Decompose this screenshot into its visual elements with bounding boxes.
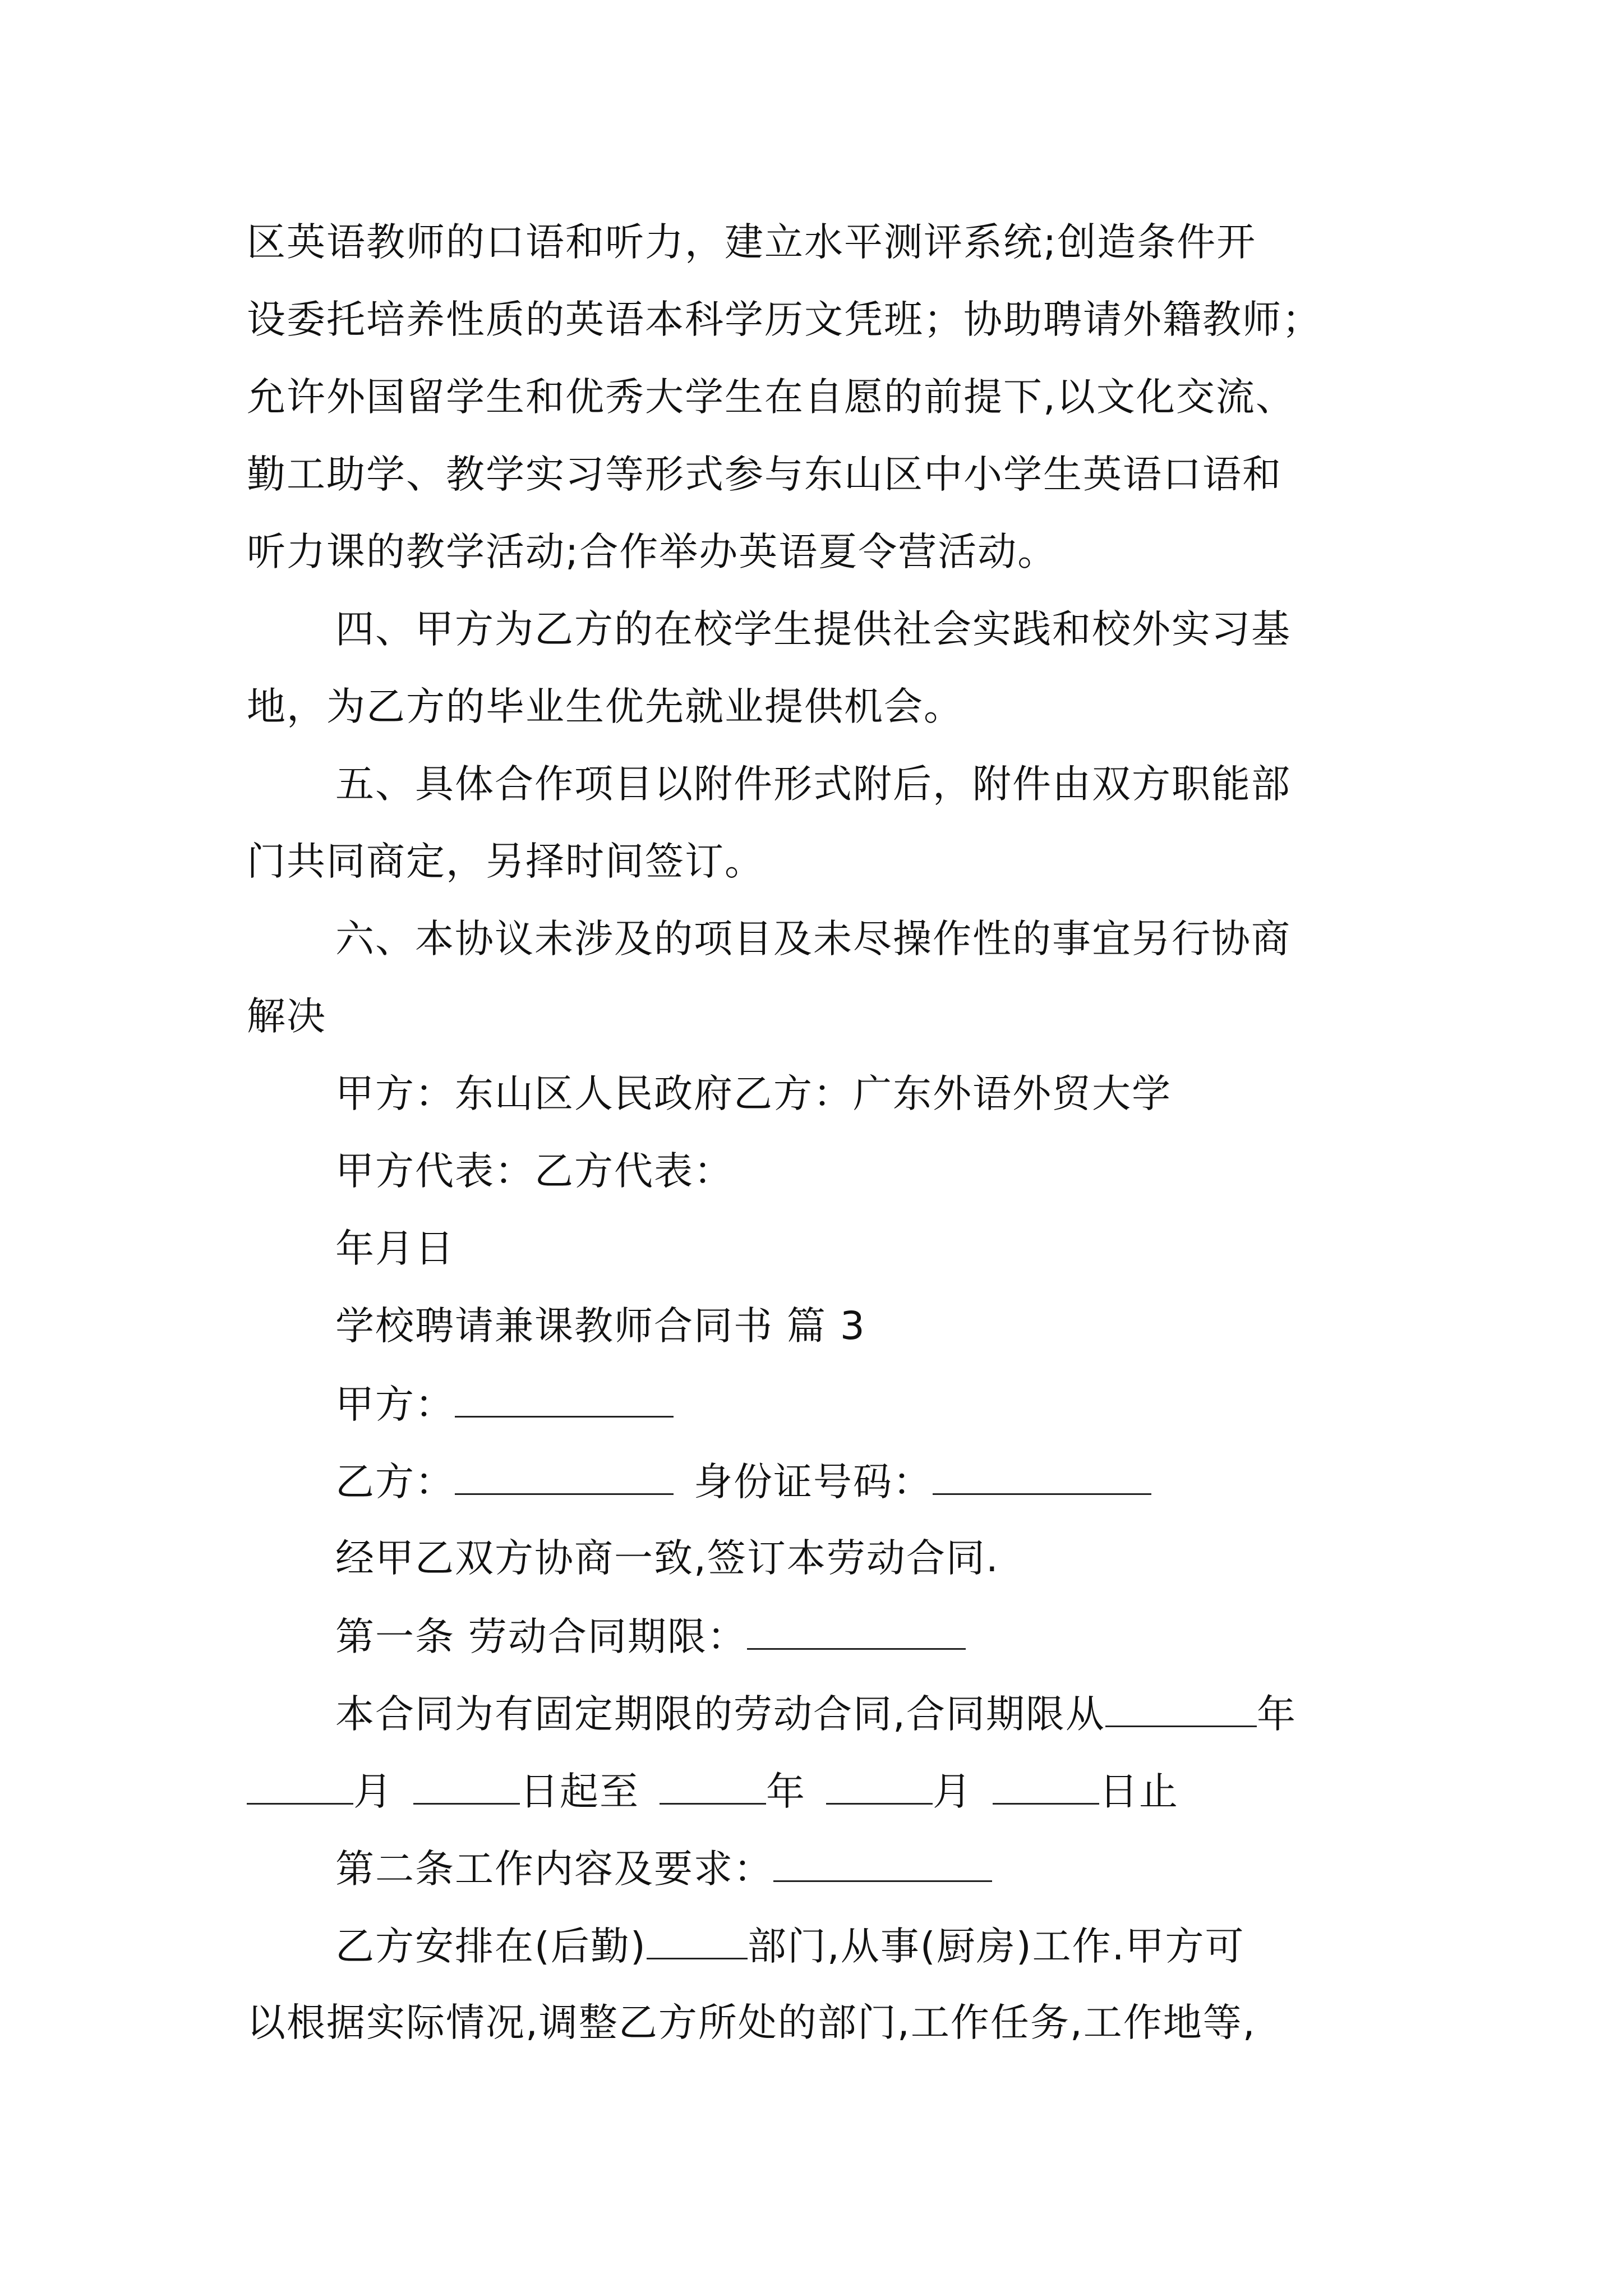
year-end-blank — [660, 1772, 766, 1805]
text-line: 解决 — [247, 994, 326, 1039]
text-line: 勤工助学、教学实习等形式参与东山区中小学生英语口语和 — [247, 452, 1282, 497]
work-suffix: 部门,从事(厨房)工作.甲方可 — [747, 1924, 1245, 1969]
work-line — [335, 1924, 1245, 1969]
text-line: 五、具体合作项目以附件形式附后，附件由双方职能部 — [335, 762, 1291, 807]
article1-label: 第一条 劳动合同期限： — [335, 1614, 747, 1659]
day-to-label: 日止 — [1099, 1769, 1179, 1814]
month-end-blank — [826, 1772, 933, 1805]
article2-line — [335, 1847, 992, 1892]
party-b-line — [335, 1462, 1151, 1502]
party-b-label: 乙方： — [335, 1460, 455, 1504]
id-number-blank — [933, 1462, 1151, 1495]
term-line — [335, 1692, 1297, 1737]
text-line: 门共同商定，另择时间签订。 — [247, 839, 764, 884]
section-heading: 学校聘请兼课教师合同书 篇 3 — [335, 1304, 866, 1349]
text-line: 设委托培养性质的英语本科学历文凭班；协助聘请外籍教师； — [247, 297, 1322, 342]
work-prefix: 乙方安排在(后勤) — [335, 1924, 647, 1969]
month-label: 月 — [933, 1769, 972, 1814]
day-from-label: 日起至 — [520, 1769, 639, 1814]
article2-label: 第二条工作内容及要求： — [335, 1847, 773, 1892]
party-a-line — [335, 1382, 674, 1427]
text-line: 允许外国留学生和优秀大学生在自愿的前提下,以文化交流、 — [247, 375, 1295, 420]
article2-blank — [773, 1849, 992, 1882]
representatives-line: 甲方代表：乙方代表： — [335, 1149, 734, 1194]
party-b-blank — [455, 1462, 674, 1495]
text-line: 听力课的教学活动;合作举办英语夏令营活动。 — [247, 530, 1058, 574]
party-a-blank — [455, 1384, 674, 1418]
term-year-start-blank — [1105, 1694, 1257, 1727]
text-line: 地，为乙方的毕业生优先就业提供机会。 — [247, 684, 963, 729]
agreement-line: 经甲乙双方协商一致,签订本劳动合同. — [335, 1536, 999, 1581]
signature-parties-line: 甲方：东山区人民政府乙方：广东外语外贸大学 — [335, 1071, 1172, 1116]
term-dates-line — [247, 1769, 1179, 1814]
year-label: 年 — [1256, 1692, 1297, 1737]
day-end-blank — [993, 1772, 1099, 1805]
term-prefix: 本合同为有固定期限的劳动合同,合同期限从 — [335, 1692, 1105, 1737]
month-start-blank — [247, 1772, 353, 1805]
day-start-blank — [413, 1772, 520, 1805]
year-label: 年 — [766, 1769, 806, 1814]
article1-line — [335, 1614, 966, 1659]
text-line: 以根据实际情况,调整乙方所处的部门,工作任务,工作地等, — [247, 2000, 1256, 2045]
department-blank — [647, 1926, 748, 1959]
date-line: 年月日 — [335, 1226, 455, 1271]
id-number-label: 身份证号码： — [694, 1460, 933, 1504]
month-label: 月 — [353, 1769, 393, 1814]
text-line: 六、本协议未涉及的项目及未尽操作性的事宜另行协商 — [335, 917, 1291, 961]
text-line: 区英语教师的口语和听力，建立水平测评系统;创造条件开 — [247, 220, 1257, 265]
party-a-label: 甲方： — [335, 1382, 455, 1427]
text-line: 四、甲方为乙方的在校学生提供社会实践和校外实习基 — [335, 607, 1291, 652]
article1-blank — [747, 1617, 966, 1650]
